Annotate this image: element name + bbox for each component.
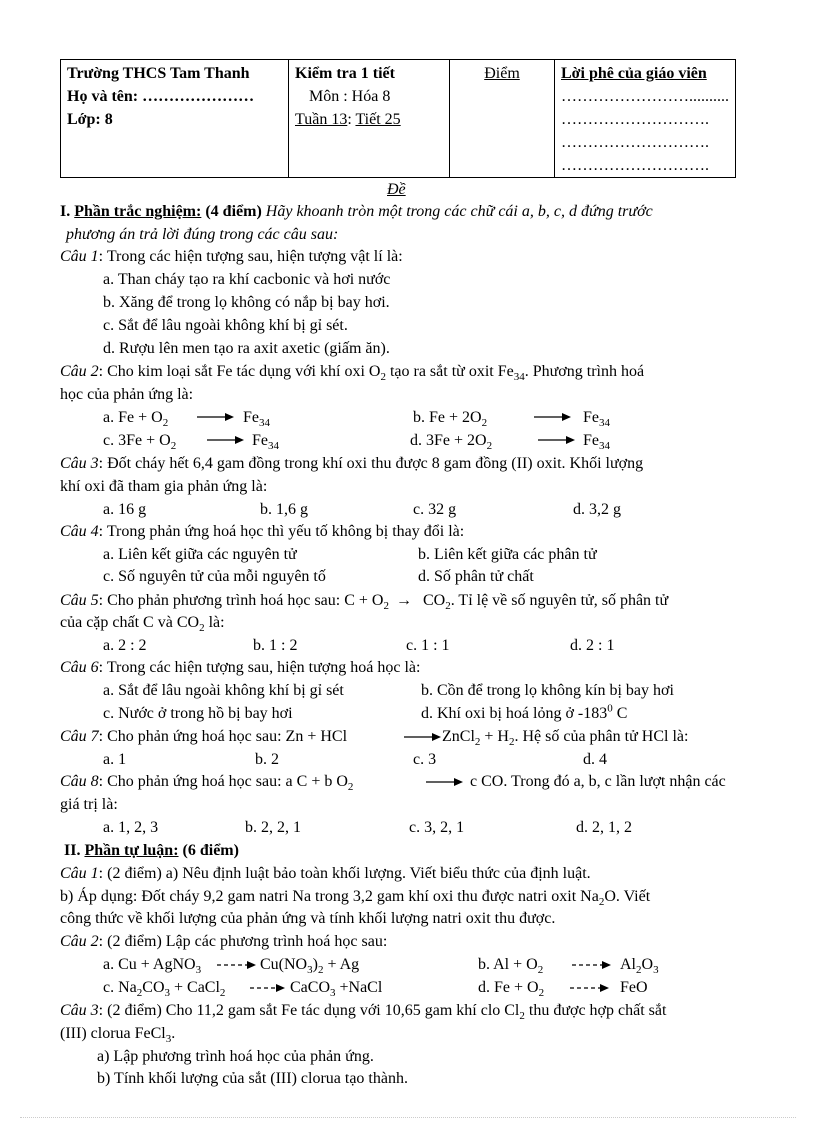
q7-text-cont: ZnCl$_2$ + $H_2$. Hệ số của phân tử HCl là: [442, 728, 689, 749]
question-3: Câu 3: Đốt cháy hết 6,4 gam đồng trong khí oxi thu được 8 gam đồng (II) oxit. Khối lượng [60, 455, 644, 472]
essay-3-cont: (III) clorua FeCl$_3$. [60, 1025, 176, 1046]
essay-3: Câu 3: (2 điểm) Cho 11,2 gam sắt Fe tác dụng với 10,65 gam khí clo $Cl_2$ thu được hợp chất sắt [60, 1002, 667, 1023]
dashed-arrow-icon [572, 958, 612, 972]
essay-3-a: a) Lập phương trình hoá học của phản ứng. [97, 1048, 374, 1065]
essay-2-a: a. Cu + AgNO$_3$ [103, 956, 202, 977]
essay-2-c: c. $Na_2CO_3$ + CaCl$_2$ [103, 979, 226, 1000]
q3-option-b[interactable]: b. 1,6 g [260, 501, 308, 518]
reaction-arrow-icon [207, 433, 245, 447]
q1-option-c[interactable]: c. Sắt để lâu ngoài không khí bị gỉ sét. [103, 317, 348, 334]
essay-3-b: b) Tính khối lượng của sắt (III) clorua tạo thành. [97, 1070, 408, 1087]
arrow-icon: → [395, 592, 412, 609]
essay-1-cont: công thức về khối lượng của phản ứng và tính khối lượng natri oxit thu được. [60, 910, 556, 927]
q8-text-cont: c CO. Trong đó a, b, c lần lượt nhận các [470, 773, 726, 790]
q2-product-d: $Fe_{34}$ [583, 432, 610, 453]
q6-option-b[interactable]: b. Cồn để trong lọ không kín bị bay hơi [421, 682, 674, 699]
essay-2-b-product: $Al_2O_3$ [620, 956, 659, 977]
part1-instruction: phương án trả lời đúng trong các câu sau: [66, 226, 339, 243]
q1-option-d[interactable]: d. Rượu lên men tạo ra axit axetic (giấm ăn). [103, 340, 390, 357]
question-6: Câu 6: Trong các hiện tượng sau, hiện tượng hoá học là: [60, 659, 421, 676]
school-name: Trường THCS Tam Thanh [67, 65, 250, 82]
q2-option-c[interactable]: c. $3Fe + O_2$ [103, 432, 177, 453]
q8-option-a[interactable]: a. 1, 2, 3 [103, 819, 159, 836]
comment-line: ………………………. [561, 111, 709, 128]
week-period: Tuần 13: Tiết 25 [295, 111, 401, 128]
question-4: Câu 4: Trong phản ứng hoá học thì yếu tố không bị thay đổi là: [60, 523, 465, 540]
question-7: Câu 7: Cho phản ứng hoá học sau: Zn + HCl [60, 728, 348, 745]
essay-2-b: b. $Al + O_2$ [478, 956, 544, 977]
question-5: Câu 5: Cho phản phương trình hoá học sau: $C + O_2 \to CO_2$. Tỉ lệ về số nguyên tử, số phân tử [60, 592, 669, 613]
q4-option-a[interactable]: a. Liên kết giữa các nguyên tử [103, 546, 297, 563]
q5-option-d[interactable]: d. 2 : 1 [570, 637, 615, 654]
q5-text-cont: của cặp chất C và $CO_2$ là: [60, 614, 225, 635]
q1-option-a[interactable]: a. Than cháy tạo ra khí cacbonic và hơi nước [103, 271, 391, 288]
essay-2-d-product: FeO [620, 979, 648, 996]
question-1: Câu 1: Trong các hiện tượng sau, hiện tượng vật lí là: [60, 248, 403, 265]
period: Tiết 25 [355, 111, 401, 128]
dashed-arrow-icon [570, 981, 610, 995]
q4-option-c[interactable]: c. Số nguyên tử của mỗi nguyên tố [103, 568, 326, 585]
essay-2-d: d. $Fe + O_2$ [478, 979, 545, 1000]
q5-option-b[interactable]: b. 1 : 2 [253, 637, 298, 654]
q2-text-cont: học của phản ứng là: [60, 386, 194, 403]
q2-option-d[interactable]: d. $3Fe + 2O_2$ [410, 432, 493, 453]
week: Tuần 13 [295, 111, 348, 128]
q3-option-a[interactable]: a. 16 g [103, 501, 147, 518]
q6-option-c[interactable]: c. Nước ở trong hồ bị bay hơi [103, 705, 293, 722]
test-title: Kiểm tra 1 tiết [295, 65, 395, 82]
comment-line: ………………………. [561, 134, 709, 151]
q2-option-a[interactable]: a. $Fe + O_2$ [103, 409, 169, 430]
q3-text-cont: khí oxi đã tham gia phản ứng là: [60, 478, 268, 495]
q6-option-a[interactable]: a. Sắt để lâu ngoài không khí bị gỉ sét [103, 682, 344, 699]
essay-1: Câu 1: (2 điểm) a) Nêu định luật bảo toàn khối lượng. Viết biểu thức của định luật. [60, 865, 591, 882]
q7-option-b[interactable]: b. 2 [255, 751, 279, 768]
comment-cell [555, 60, 736, 178]
q2-option-b[interactable]: b. $Fe + 2O_2$ [413, 409, 488, 430]
page-divider [20, 1117, 796, 1118]
question-8: Câu 8: Cho phản ứng hoá học sau: a C + b $O_2$ [60, 773, 354, 794]
comment-line: ………………………. [561, 157, 709, 174]
q3-option-c[interactable]: c. 32 g [413, 501, 457, 518]
exam-title: Đề [387, 181, 406, 198]
reaction-arrow-icon [197, 410, 235, 424]
q7-option-a[interactable]: a. 1 [103, 751, 127, 768]
test-info-cell [289, 60, 450, 178]
header-table [60, 59, 736, 178]
q5-option-a[interactable]: a. 2 : 2 [103, 637, 147, 654]
student-info-cell [61, 60, 289, 178]
q5-option-c[interactable]: c. 1 : 1 [406, 637, 450, 654]
part1-heading: I. Phần trắc nghiệm: (4 điểm) Hãy khoanh tròn một trong các chữ cái a, b, c, d đứng trước [60, 203, 653, 220]
reaction-arrow-icon [538, 433, 576, 447]
reaction-arrow-icon [426, 775, 464, 789]
q8-option-c[interactable]: c. 3, 2, 1 [409, 819, 465, 836]
score-cell [450, 60, 555, 178]
dashed-arrow-icon [250, 981, 286, 995]
essay-1-b: b) Áp dụng: Đốt cháy 9,2 gam natri Na trong 3,2 gam khí oxi thu được natri oxit $Na_2O$. Viết [60, 888, 651, 909]
q2-product-c: $Fe_{34}$ [252, 432, 279, 453]
q7-option-c[interactable]: c. 3 [413, 751, 437, 768]
essay-2-a-product: $Cu(NO_3)_2 + Ag$ [260, 956, 360, 977]
q8-text-cont2: giá trị là: [60, 796, 118, 813]
q8-option-b[interactable]: b. 2, 2, 1 [245, 819, 301, 836]
comment-line: …………………….......... [561, 88, 729, 105]
class-field: Lớp: 8 [67, 111, 113, 128]
dashed-arrow-icon [217, 958, 257, 972]
part2-heading: II. Phần tự luận: (6 điểm) [64, 842, 239, 859]
essay-2: Câu 2: (2 điểm) Lập các phương trình hoá học sau: [60, 933, 388, 950]
q2-product-a: $Fe_{34}$ [243, 409, 270, 430]
q2-product-b: $Fe_{34}$ [583, 409, 610, 430]
comment-label: Lời phê của giáo viên [561, 65, 707, 82]
q8-option-d[interactable]: d. 2, 1, 2 [576, 819, 632, 836]
q4-option-d[interactable]: d. Số phân tử chất [418, 568, 534, 585]
student-name-field: Họ và tên: ………………… [67, 88, 255, 105]
reaction-arrow-icon [404, 730, 442, 744]
essay-2-c-product: CaCO$_3$ +NaCl [290, 979, 383, 1000]
q3-option-d[interactable]: d. 3,2 g [573, 501, 621, 518]
reaction-arrow-icon [534, 410, 572, 424]
q1-option-b[interactable]: b. Xăng để trong lọ không có nắp bị bay hơi. [103, 294, 390, 311]
score-label: Điểm [484, 65, 520, 82]
question-2: Câu 2: Cho kim loại sắt Fe tác dụng với khí oxi $O_2$ tạo ra sắt từ oxit $Fe_{34}$. Phương trình hoá [60, 363, 645, 384]
q7-option-d[interactable]: d. 4 [583, 751, 607, 768]
subject: Môn : Hóa 8 [309, 88, 391, 105]
q4-option-b[interactable]: b. Liên kết giữa các phân tử [418, 546, 597, 563]
q6-option-d[interactable]: d. Khí oxi bị hoá lỏng ở $-183^0$ C [421, 702, 628, 722]
